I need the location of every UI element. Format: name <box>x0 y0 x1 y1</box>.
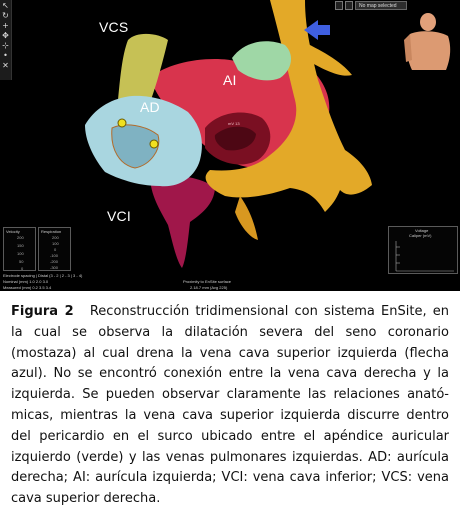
catheter-point-2 <box>150 140 158 148</box>
point-tool-icon[interactable]: • <box>3 51 8 60</box>
view-toggle-icon[interactable] <box>335 1 343 10</box>
vcs-label: VCS <box>99 19 129 35</box>
nominal-row: Nominal (mm) 1.0 2.0 3.0 <box>3 279 49 284</box>
respiration-tick: -100 <box>50 253 59 258</box>
electrode-spacing: Electrode spacing | Distal (3 - 2 | 2 - 3 | 3 - 4) <box>3 273 83 278</box>
catheter-point-1 <box>118 119 126 127</box>
layout-toggle-icon[interactable] <box>345 1 353 10</box>
velocity-tick: 150 <box>17 243 24 248</box>
vci-label: VCI <box>107 208 131 224</box>
proximity-label: Proximity to EnSite surface <box>183 279 232 284</box>
measured-row: Measured (mm) 0.2 3.5 3.4 <box>3 285 52 290</box>
ai-label: AI <box>223 72 237 88</box>
catheter-value: mV 13 <box>228 121 240 126</box>
tool-palette <box>0 0 12 80</box>
respiration-tick: 200 <box>52 235 59 240</box>
voltage-title: Voltage <box>415 228 429 233</box>
respiration-tick: 0 <box>54 247 57 252</box>
ad-label: AD <box>140 99 160 115</box>
velocity-panel <box>3 227 36 271</box>
velocity-tick: 50 <box>19 259 24 264</box>
velocity-tick: 0 <box>21 266 24 271</box>
figure-label: Figura 2 <box>11 304 74 319</box>
velocity-title: Velocity <box>6 229 20 234</box>
torso-orientation <box>404 13 450 70</box>
vci-structure <box>150 174 215 268</box>
rotate-tool-icon[interactable]: ↻ <box>2 11 9 20</box>
respiration-title: Respiration <box>41 229 62 234</box>
velocity-tick: 200 <box>17 235 24 240</box>
map-select-dropdown[interactable]: No map selected <box>355 1 407 10</box>
respiration-tick: 100 <box>52 241 59 246</box>
voltage-subtitle: Caliper (mV) <box>409 233 432 238</box>
caption-text: Reconstrucción tridimensional con sistema EnSite, en la cual se observa la dilatación severa del seno coronario (mostaza) al cual drena la vena cava superior izquierda (flecha azul). No se encontró conexión entre la vena cava derecha y la izquierda. Se pueden observar claramente las relaciones anatómicas, mientras la vena cava superior izquierda discurre dentro del pericardio en el surco ubicado entre el apéndice auricular izquierdo (verde) y las venas pulmonares izquierdas. AD: aurícula derecha; AI: aurícula izquierda; VCI: vena cava inferior; VCS: vena cava superior derecha. <box>11 304 449 507</box>
proximity-value: 2.18.7 mm (Avg 225) <box>190 285 228 290</box>
measure-tool-icon[interactable]: ⊹ <box>2 41 9 50</box>
pan-tool-icon[interactable]: ✥ <box>2 31 9 40</box>
voltage-panel <box>388 226 458 274</box>
respiration-panel <box>38 227 71 271</box>
velocity-tick: 100 <box>17 251 24 256</box>
erase-tool-icon[interactable]: ✕ <box>2 61 9 70</box>
respiration-tick: -200 <box>50 259 59 264</box>
pointer-tool-icon[interactable]: ↖ <box>2 1 9 10</box>
figure-caption <box>11 302 449 510</box>
respiration-tick: -300 <box>50 265 59 270</box>
voltage-scale <box>390 239 458 273</box>
zoom-tool-icon[interactable]: + <box>2 21 9 30</box>
